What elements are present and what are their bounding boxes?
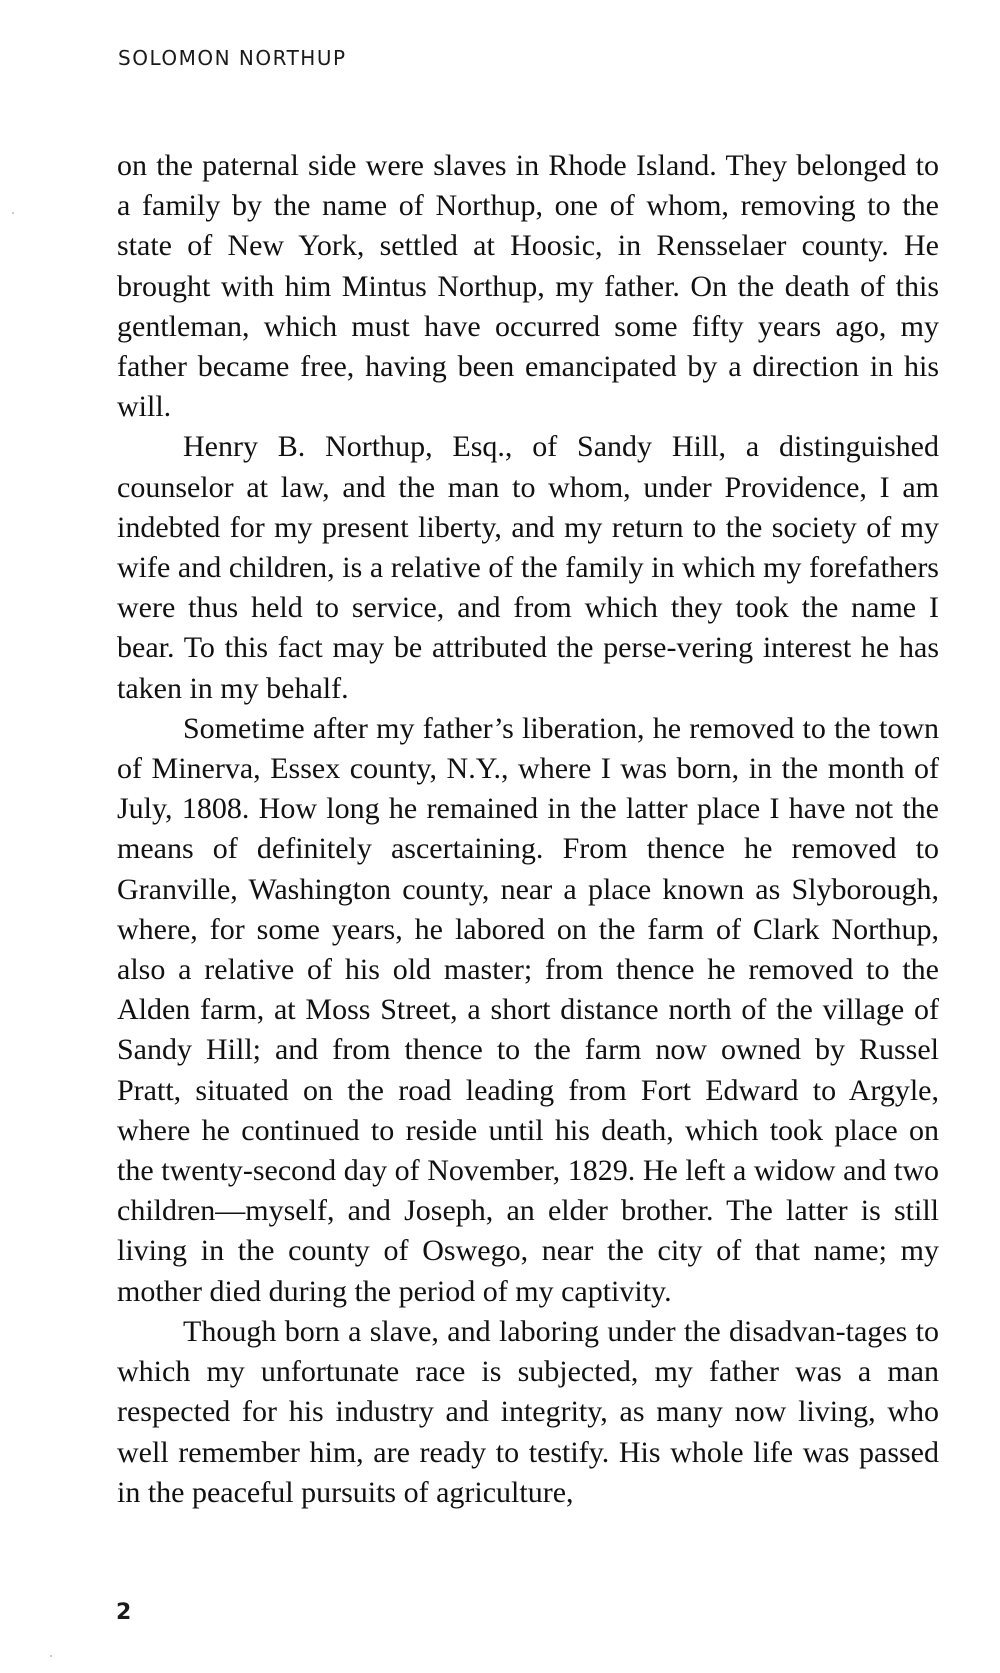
body-text bbox=[117, 146, 939, 1513]
paragraph-1: on the paternal side were slaves in Rhode Island. They belonged to a family by the name of Northup, one of whom, removing to the state of New York, settled at Hoosic, in Rensselaer county. He brought with him Mintus Northup, my father. On the death of this gentleman, which must have occurred some fifty years ago, my father became free, having been emancipated by a direction in his will. bbox=[117, 149, 939, 424]
paragraph-2: Henry B. Northup, Esq., of Sandy Hill, a distinguished counselor at law, and the man to whom, under Providence, I am indebted for my present liberty, and my return to the society of my wife and children, is a relative of the family in which my forefathers were thus held to service, and from which they took the name I bear. To this fact may be attributed the perse-vering interest he has taken in my behalf. bbox=[117, 430, 939, 705]
paragraph-3: Sometime after my father’s liberation, he removed to the town of Minerva, Essex county, N.Y., where I was born, in the month of July, 1808. How long he remained in the latter place I have not the means of definitely ascertaining. From thence he removed to Granville, Washington county, near a place known as Slyborough, where, for some years, he labored on the farm of Clark Northup, also a relative of his old master; from thence he removed to the Alden farm, at Moss Street, a short distance north of the village of Sandy Hill; and from thence to the farm now owned by Russel Pratt, situated on the road leading from Fort Edward to Argyle, where he continued to reside until his death, which took place on the twenty-second day of November, 1829. He left a widow and two children—myself, and Joseph, an elder brother. The latter is still living in the county of Oswego, near the city of that name; my mother died during the period of my captivity. bbox=[117, 711, 939, 1308]
scan-speck bbox=[12, 212, 14, 214]
running-head: SOLOMON NORTHUP bbox=[118, 46, 347, 70]
paragraph-4: Though born a slave, and laboring under the disadvan-tages to which my unfortunate race is subjected, my father was a man respected for his industry and integrity, as many now living, who well remember him, are ready to testify. His whole life was passed in the peaceful pursuits of agriculture, bbox=[117, 1314, 939, 1509]
scan-speck bbox=[50, 1655, 52, 1657]
page-number: 2 bbox=[116, 1600, 132, 1625]
